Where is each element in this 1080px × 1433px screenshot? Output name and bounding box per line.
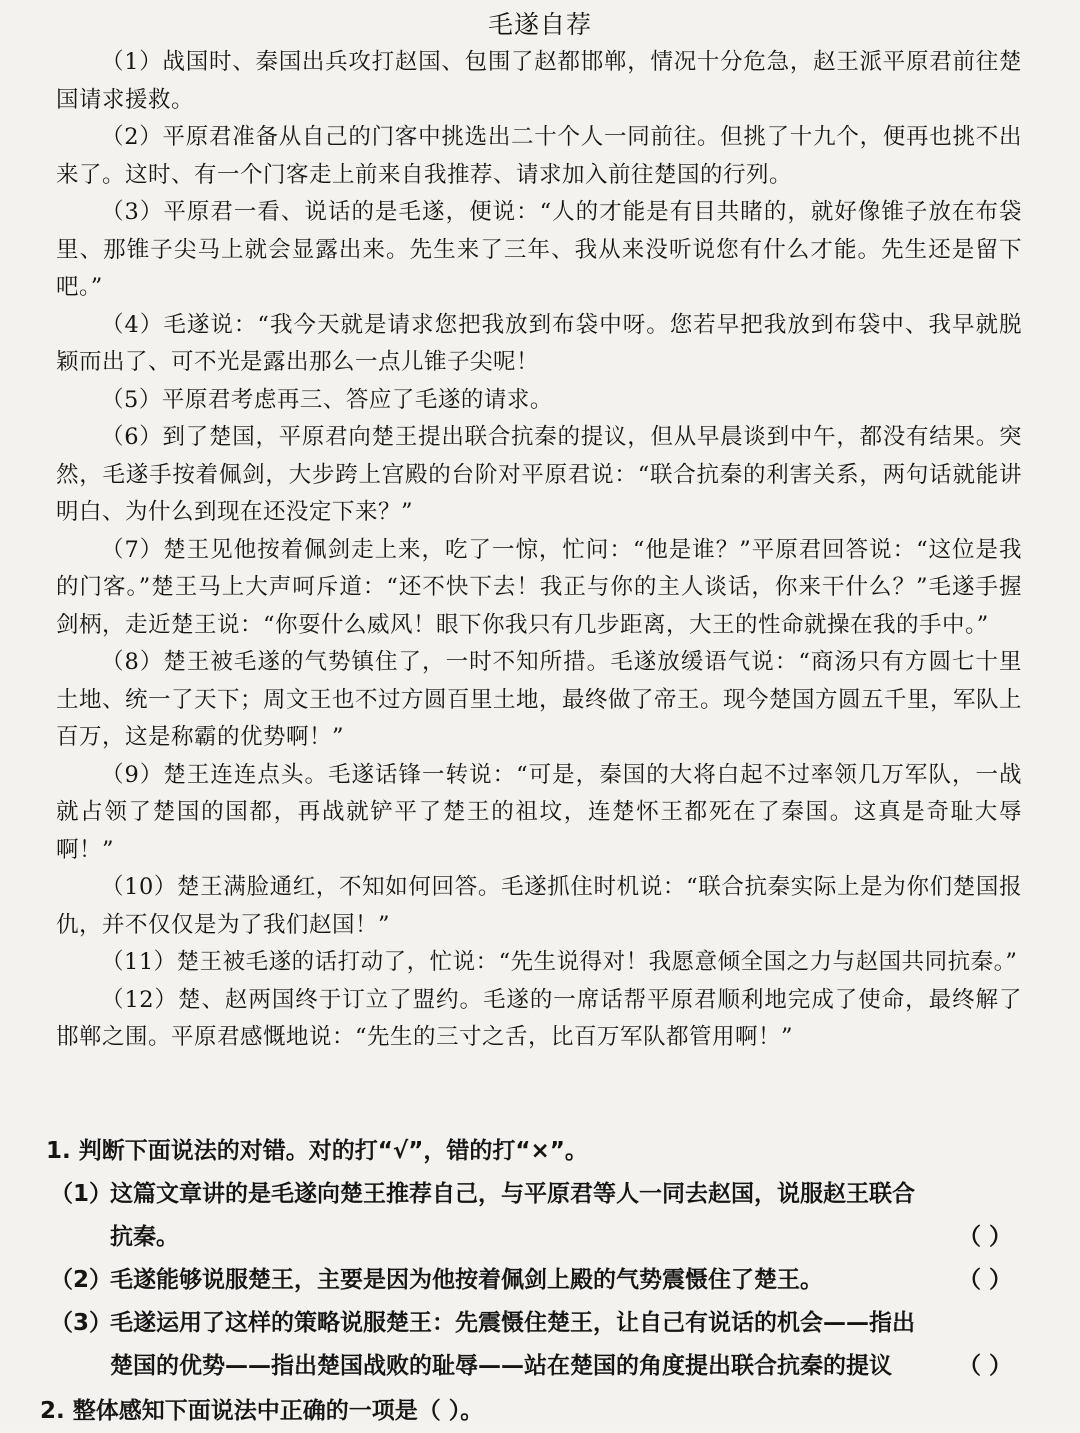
item-number: （3） bbox=[50, 1310, 113, 1336]
question-1-stem: 1. 判断下面说法的对错。对的打“√”，错的打“×”。 bbox=[46, 1138, 588, 1164]
answer-blank[interactable]: （ ） bbox=[957, 1224, 1012, 1250]
question-1-item-1 bbox=[46, 1173, 1022, 1259]
passage-title: 毛遂自荐 bbox=[487, 10, 592, 39]
item-text: 这篇文章讲的是毛遂向楚王推荐自己，与平原君等人一同去赵国，说服赵王联合抗秦。 bbox=[110, 1181, 915, 1250]
item-text: 毛遂运用了这样的策略说服楚王：先震慑住楚王，让自己有说话的机会——指出楚国的优势——指出楚国战败的耻辱——站在楚国的角度提出联合抗秦的提议 bbox=[110, 1310, 915, 1379]
paragraph-10: （10）楚王满脸通红，不知如何回答。毛遂抓住时机说：“联合抗秦实际上是为你们楚国报仇，并不仅仅是为了我们赵国！” bbox=[56, 874, 1022, 938]
paragraph-11: （11）楚王被毛遂的话打动了，忙说：“先生说得对！我愿意倾全国之力与赵国共同抗秦。” bbox=[101, 949, 1018, 975]
paragraph-9: （9）楚王连连点头。毛遂话锋一转说：“可是，秦国的大将白起不过率领几万军队，一战就占领了楚国的国都，再战就铲平了楚王的祖坟，连楚怀王都死在了秦国。这真是奇耻大辱啊！” bbox=[56, 761, 1022, 863]
paragraph-7: （7）楚王见他按着佩剑走上来，吃了一惊，忙问：“他是谁？”平原君回答说：“这位是我的门客。”楚王马上大声呵斥道：“还不快下去！我正与你的主人谈话，你来干什么？”毛遂手握剑柄，走近楚王说：“你耍什么威风！眼下你我只有几步距离，大王的性命就操在我的手中。” bbox=[56, 536, 1022, 638]
paragraph-1: （1）战国时、秦国出兵攻打赵国、包围了赵都邯郸，情况十分危急，赵王派平原君前往楚国请求援救。 bbox=[56, 49, 1022, 113]
paragraph-5: （5）平原君考虑再三、答应了毛遂的请求。 bbox=[101, 386, 553, 413]
paragraph-12: （12）楚、赵两国终于订立了盟约。毛遂的一席话帮平原君顺利地完成了使命，最终解了邯郸之围。平原君感慨地说：“先生的三寸之舌，比百万军队都管用啊！” bbox=[56, 986, 1022, 1050]
paragraph-2: （2）平原君准备从自己的门客中挑选出二十个人一同前往。但挑了十九个，便再也挑不出来了。这时、有一个门客走上前来自我推荐、请求加入前往楚国的行列。 bbox=[56, 124, 1022, 188]
item-number: （2） bbox=[50, 1267, 113, 1293]
answer-blank[interactable]: （ ） bbox=[957, 1267, 1012, 1293]
paragraph-4: （4）毛遂说：“我今天就是请求您把我放到布袋中呀。您若早把我放到布袋中、我早就脱颖而出了、可不光是露出那么一点儿锥子尖呢！ bbox=[56, 311, 1022, 375]
questions-section bbox=[40, 1130, 1022, 1433]
answer-blank[interactable]: （ ） bbox=[957, 1353, 1012, 1379]
paragraph-8: （8）楚王被毛遂的气势镇住了，一时不知所措。毛遂放缓语气说：“商汤只有方圆七十里土地、统一了天下；周文王也不过方圆百里土地，最终做了帝王。现今楚国方圆五千里，军队上百万，这是称霸的优势啊！” bbox=[56, 649, 1023, 750]
question-1-item-3 bbox=[46, 1302, 1022, 1388]
item-number: （1） bbox=[50, 1181, 113, 1207]
passage-body bbox=[56, 44, 1022, 1057]
item-text: 毛遂能够说服楚王，主要是因为他按着佩剑上殿的气势震慑住了楚王。 bbox=[110, 1267, 823, 1293]
question-2-stem: 2. 整体感知下面说法中正确的一项是（ ）。 bbox=[40, 1398, 484, 1424]
paragraph-6: （6）到了楚国，平原君向楚王提出联合抗秦的提议，但从早晨谈到中午，都没有结果。突然，毛遂手按着佩剑，大步跨上宫殿的台阶对平原君说：“联合抗秦的利害关系，两句话就能讲明白、为什么到现在还没定下来？” bbox=[56, 424, 1022, 525]
paragraph-3: （3）平原君一看、说话的是毛遂，便说：“人的才能是有目共睹的，就好像锥子放在布袋里、那锥子尖马上就会显露出来。先生来了三年、我从来没听说您有什么才能。先生还是留下吧。” bbox=[56, 199, 1022, 300]
question-1-item-2 bbox=[46, 1259, 1022, 1302]
